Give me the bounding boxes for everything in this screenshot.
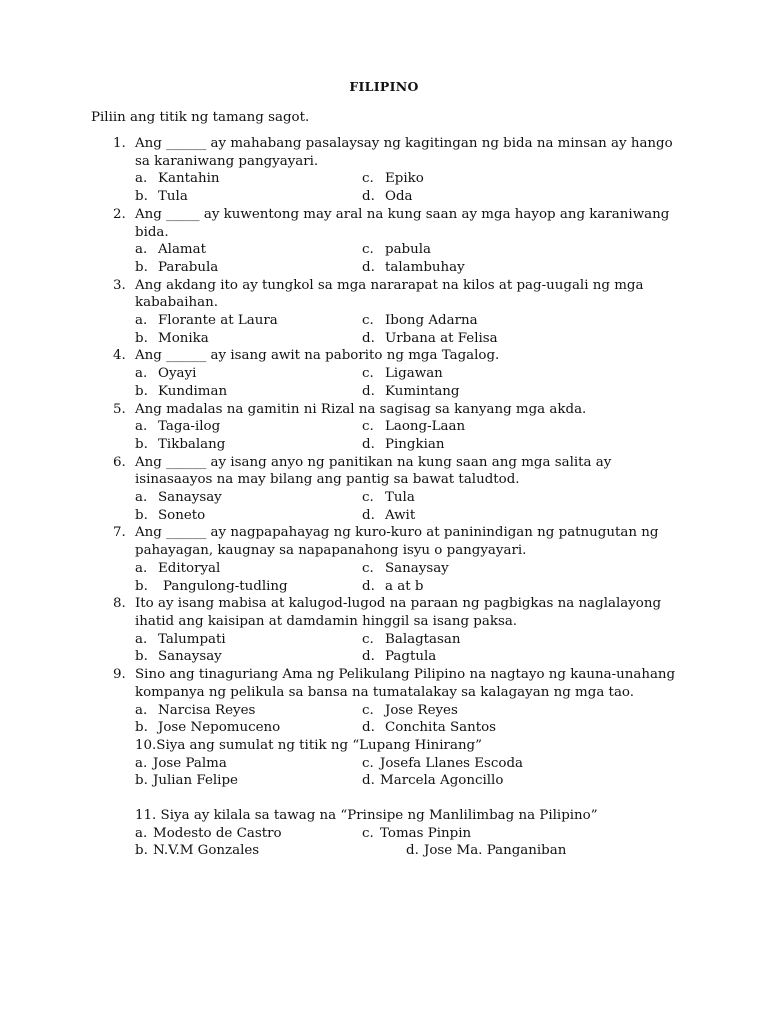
option-d [362, 436, 589, 454]
question-number: 8. [113, 596, 126, 612]
option-text: Pingkian [385, 436, 445, 452]
option-letter: c. [362, 171, 374, 187]
option-list [0, 631, 695, 666]
question-text: Ang madalas na gamitin ni Rizal na sagisag sa kanyang mga akda. [135, 401, 587, 417]
question-item [0, 807, 768, 860]
option-letter: c. [362, 366, 374, 382]
option-letter: a. [135, 366, 148, 382]
option-letter: a. [135, 419, 148, 435]
question-text: Sino ang tinaguriang Ama ng Pelikulang Pilipino na nagtayo ng kauna-unahang kompanya ng pelikula sa bansa na tumatalakay sa kalagayan ng mga tao. [135, 667, 676, 700]
option-letter: a. [135, 242, 148, 258]
option-letter: c. [362, 419, 374, 435]
question-item [0, 206, 768, 277]
option-text: Sanaysay [158, 490, 222, 506]
option-d [362, 772, 589, 790]
option-letter: c. [362, 825, 374, 841]
question-item [0, 135, 768, 206]
question-text: 10.Siya ang sumulat ng titik ng “Lupang Hinirang” [135, 737, 482, 753]
option-text: a at b [385, 578, 424, 594]
option-text: Taga-ilog [158, 419, 221, 435]
option-letter: c. [362, 631, 374, 647]
option-d [362, 259, 589, 277]
option-d [362, 383, 589, 401]
option-b [135, 188, 362, 206]
question-number: 9. [113, 667, 126, 683]
option-letter: c. [362, 313, 374, 329]
option-letter: c. [362, 242, 374, 258]
option-text: Julian Felipe [153, 773, 238, 789]
option-list [0, 241, 695, 276]
option-text: Tomas Pinpin [380, 825, 472, 841]
option-c [362, 312, 589, 330]
option-c [362, 755, 589, 773]
option-a [135, 702, 362, 720]
option-b [135, 578, 362, 596]
option-letter: a. [135, 171, 148, 187]
option-a [135, 755, 362, 773]
option-letter: b. [135, 720, 148, 736]
option-c [362, 365, 589, 383]
option-b [135, 259, 362, 277]
question-text: Ang ______ ay nagpapahayag ng kuro-kuro at paninindigan ng patnugutan ng pahayagan, kaugnay sa napapanahong isyu o pangyayari. [135, 525, 659, 559]
option-text: Oda [385, 189, 413, 205]
question-number: 3. [113, 277, 126, 293]
option-b [135, 842, 362, 860]
question-text: Ang ______ ay isang anyo ng panitikan na kung saan ang mga salita ay isinasaayos na may bilang ang pantig sa bawat taludtod. [135, 454, 612, 488]
option-c [362, 241, 589, 259]
question-item [0, 401, 768, 454]
option-text: Sanaysay [385, 560, 449, 576]
option-c [362, 702, 589, 720]
question-item [0, 454, 768, 525]
option-a [135, 418, 362, 436]
option-letter: b. [135, 507, 148, 523]
option-text: Parabula [158, 259, 219, 275]
option-text: pabula [385, 242, 432, 258]
option-text: Ibong Adarna [385, 313, 478, 329]
option-list [0, 560, 695, 595]
option-c [362, 560, 589, 578]
option-letter: d. [362, 507, 375, 523]
option-letter: a. [135, 313, 148, 329]
option-letter: b. [135, 259, 148, 275]
option-d [362, 719, 589, 737]
option-letter: a. [135, 755, 148, 771]
option-d [362, 578, 589, 596]
option-letter: a. [135, 702, 148, 718]
question-text: 11. Siya ay kilala sa tawag na “Prinsipe ng Manlilimbag na Pilipino” [135, 808, 598, 824]
option-letter: d. [362, 330, 375, 346]
option-letter: d. [362, 189, 375, 205]
question-number: 7. [113, 525, 126, 541]
option-d [362, 507, 589, 525]
option-list [0, 170, 695, 205]
option-text: Jose Palma [153, 755, 227, 771]
option-list [0, 755, 695, 790]
option-text: Alamat [158, 242, 206, 258]
option-letter: b. [135, 436, 148, 452]
option-a [135, 825, 362, 843]
option-text: Laong-Laan [385, 419, 466, 435]
option-list [0, 825, 695, 860]
option-text: Soneto [158, 507, 206, 523]
question-item [0, 666, 768, 737]
question-number: 6. [113, 454, 126, 470]
option-letter: b. [135, 383, 148, 399]
option-text: Epiko [385, 171, 424, 187]
option-letter: c. [362, 702, 374, 718]
option-b [135, 719, 362, 737]
option-letter: b. [135, 773, 148, 789]
option-list [0, 312, 695, 347]
option-text: Florante at Laura [158, 313, 278, 329]
option-letter: a. [135, 825, 148, 841]
question-text: Ang akdang ito ay tungkol sa mga nararapat na kilos at pag-uugali ng mga kababaihan. [135, 277, 644, 311]
option-a [135, 312, 362, 330]
option-text: Sanaysay [158, 649, 222, 665]
question-item [0, 595, 768, 666]
option-list [0, 418, 695, 453]
option-text: Pagtula [385, 649, 437, 665]
question-text: Ang _____ ay kuwentong may aral na kung saan ay mga hayop ang karaniwang bida. [135, 206, 670, 240]
option-letter: d. [406, 843, 419, 859]
option-list [0, 365, 695, 400]
instruction-text: Piliin ang titik ng tamang sagot. [91, 110, 310, 125]
question-number: 2. [113, 206, 126, 222]
option-letter: d. [362, 259, 375, 275]
question-number: 5. [113, 401, 126, 417]
option-b [135, 436, 362, 454]
option-text: Oyayi [158, 366, 197, 382]
option-text: Balagtasan [385, 631, 461, 647]
option-letter: b. [135, 330, 148, 346]
option-text: Talumpati [158, 631, 226, 647]
option-letter: d. [362, 383, 375, 399]
option-text: Modesto de Castro [153, 825, 282, 841]
option-text: Kantahin [158, 171, 220, 187]
option-c [362, 631, 589, 649]
option-letter: a. [135, 631, 148, 647]
option-d [362, 648, 589, 666]
question-text: Ito ay isang mabisa at kalugod-lugod na paraan ng pagbigkas na naglalayong ihatid ang kaisipan at damdamin hinggil sa isang paksa. [135, 596, 662, 629]
option-c [362, 418, 589, 436]
option-text: talambuhay [385, 259, 465, 275]
option-letter: b. [135, 843, 148, 859]
option-text: Ligawan [385, 366, 443, 382]
option-letter: b. [135, 189, 148, 205]
option-text: Jose Ma. Panganiban [424, 843, 567, 859]
option-a [135, 489, 362, 507]
question-item [0, 737, 768, 790]
option-letter: c. [362, 490, 374, 506]
question-number: 4. [113, 348, 126, 364]
option-text: Conchita Santos [385, 720, 497, 736]
option-text: Monika [158, 330, 209, 346]
option-letter: d. [362, 578, 375, 594]
question-item [0, 277, 768, 348]
option-letter: c. [362, 755, 374, 771]
option-text: Jose Reyes [385, 702, 458, 718]
option-letter: c. [362, 560, 374, 576]
option-text: N.V.M Gonzales [153, 843, 260, 859]
option-a [135, 170, 362, 188]
option-letter: a. [135, 560, 148, 576]
question-list [0, 135, 768, 860]
option-b [135, 383, 362, 401]
option-text: Kumintang [385, 383, 460, 399]
option-letter: d. [362, 773, 375, 789]
option-a [135, 631, 362, 649]
option-text: Tula [158, 189, 188, 205]
option-b [135, 507, 362, 525]
option-a [135, 241, 362, 259]
option-letter: b. [135, 578, 148, 594]
question-number: 1. [113, 136, 126, 151]
option-letter: b. [135, 649, 148, 665]
option-text: Tikbalang [158, 436, 226, 452]
question-item [0, 347, 768, 400]
option-list [0, 702, 695, 737]
option-d [362, 330, 589, 348]
option-letter: d. [362, 720, 375, 736]
option-text: Awit [385, 507, 416, 523]
option-text: Marcela Agoncillo [380, 773, 504, 789]
option-c [362, 489, 589, 507]
option-text: Jose Nepomuceno [158, 720, 281, 736]
option-d [362, 188, 589, 206]
question-item [0, 524, 768, 595]
option-text: Tula [385, 490, 415, 506]
question-text: Ang ______ ay isang awit na paborito ng mga Tagalog. [135, 348, 500, 364]
option-c [362, 170, 589, 188]
question-text: Ang ______ ay mahabang pasalaysay ng kagitingan ng bida na minsan ay hango sa karaniwang pangyayari. [135, 136, 673, 169]
option-text: Pangulong-tudling [163, 578, 288, 594]
option-b [135, 330, 362, 348]
option-text: Urbana at Felisa [385, 330, 498, 346]
option-text: Kundiman [158, 383, 228, 399]
option-list [0, 489, 695, 524]
option-text: Editoryal [158, 560, 221, 576]
option-b [135, 772, 362, 790]
option-letter: d. [362, 436, 375, 452]
option-text: Josefa Llanes Escoda [380, 755, 524, 771]
option-c [362, 825, 589, 843]
page-title: FILIPINO [349, 79, 419, 94]
option-letter: d. [362, 649, 375, 665]
option-b [135, 648, 362, 666]
option-a [135, 560, 362, 578]
option-d [362, 842, 633, 860]
option-a [135, 365, 362, 383]
option-letter: a. [135, 490, 148, 506]
option-text: Narcisa Reyes [158, 702, 256, 718]
